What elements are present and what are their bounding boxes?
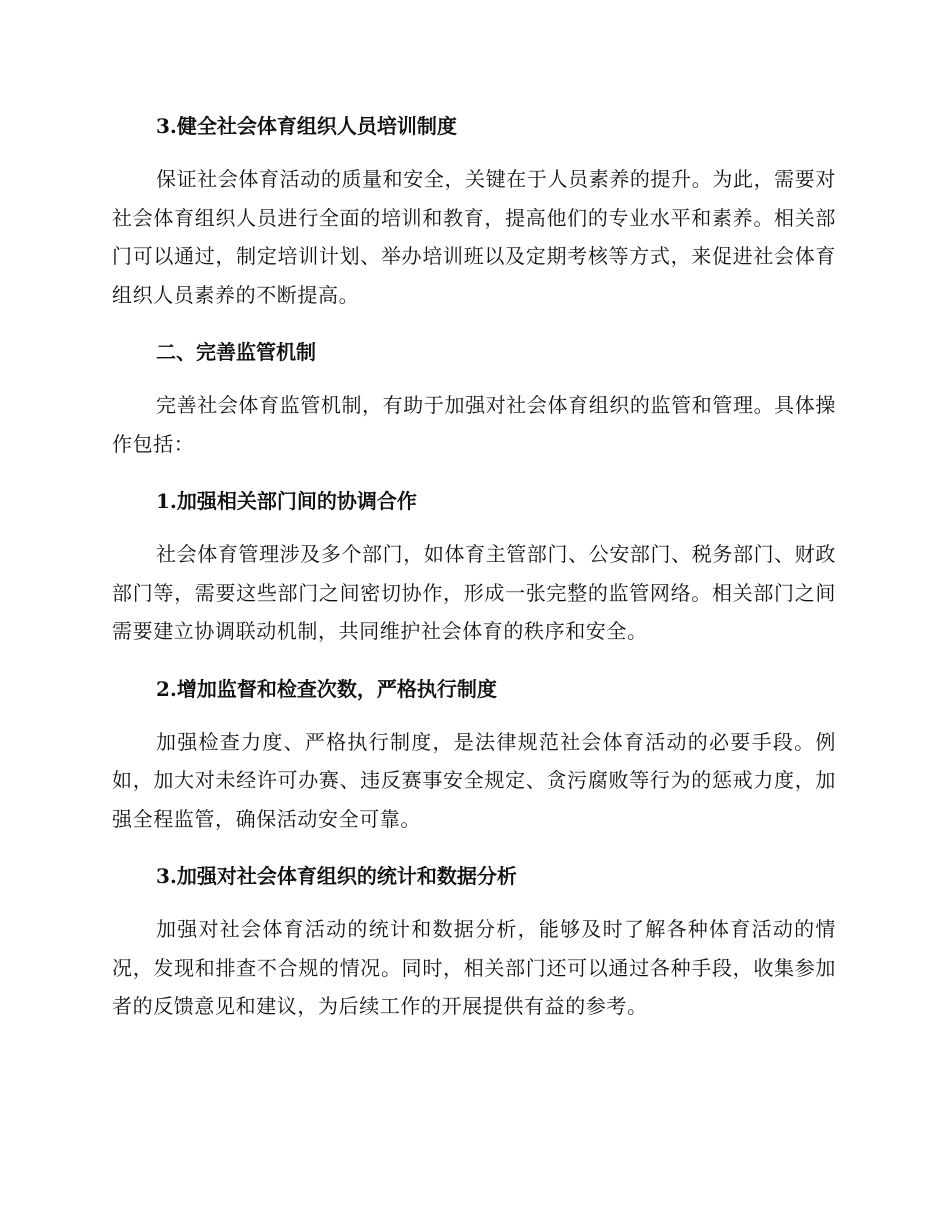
paragraph-coordination: 社会体育管理涉及多个部门，如体育主管部门、公安部门、税务部门、财政部门等，需要这些部门之间密切协作，形成一张完整的监管网络。相关部门之间需要建立协调联动机制，共同维护社会体育的秩序和安全。 (112, 542, 836, 643)
paragraph-inspection: 加强检查力度、严格执行制度，是法律规范社会体育活动的必要手段。例如，加大对未经许可办赛、违反赛事安全规定、贪污腐败等行为的惩戒力度，加强全程监管，确保活动安全可靠。 (112, 729, 836, 831)
subsection-heading-statistics: 3.加强对社会体育组织的统计和数据分析 (156, 864, 517, 888)
subsection-heading-inspection: 2.增加监督和检查次数，严格执行制度 (156, 676, 497, 701)
section-heading-training: 3.健全社会体育组织人员培训制度 (156, 114, 457, 138)
paragraph-supervision-intro: 完善社会体育监管机制，有助于加强对社会体育组织的监管和管理。具体操作包括： (112, 393, 836, 456)
paragraph-training: 保证社会体育活动的质量和安全，关键在于人员素养的提升。为此，需要对社会体育组织人员进行全面的培训和教育，提高他们的专业水平和素养。相关部门可以通过，制定培训计划、举办培训班以及定期考核等方式，来促进社会体育组织人员素养的不断提高。 (112, 167, 836, 307)
document-page (112, 106, 836, 1044)
paragraph-statistics: 加强对社会体育活动的统计和数据分析，能够及时了解各种体育活动的情况，发现和排查不合规的情况。同时，相关部门还可以通过各种手段，收集参加者的反馈意见和建议，为后续工作的开展提供有益的参考。 (112, 917, 836, 1018)
section-heading-supervision: 二、完善监管机制 (156, 340, 316, 364)
subsection-heading-coordination: 1.加强相关部门间的协调合作 (156, 489, 417, 513)
